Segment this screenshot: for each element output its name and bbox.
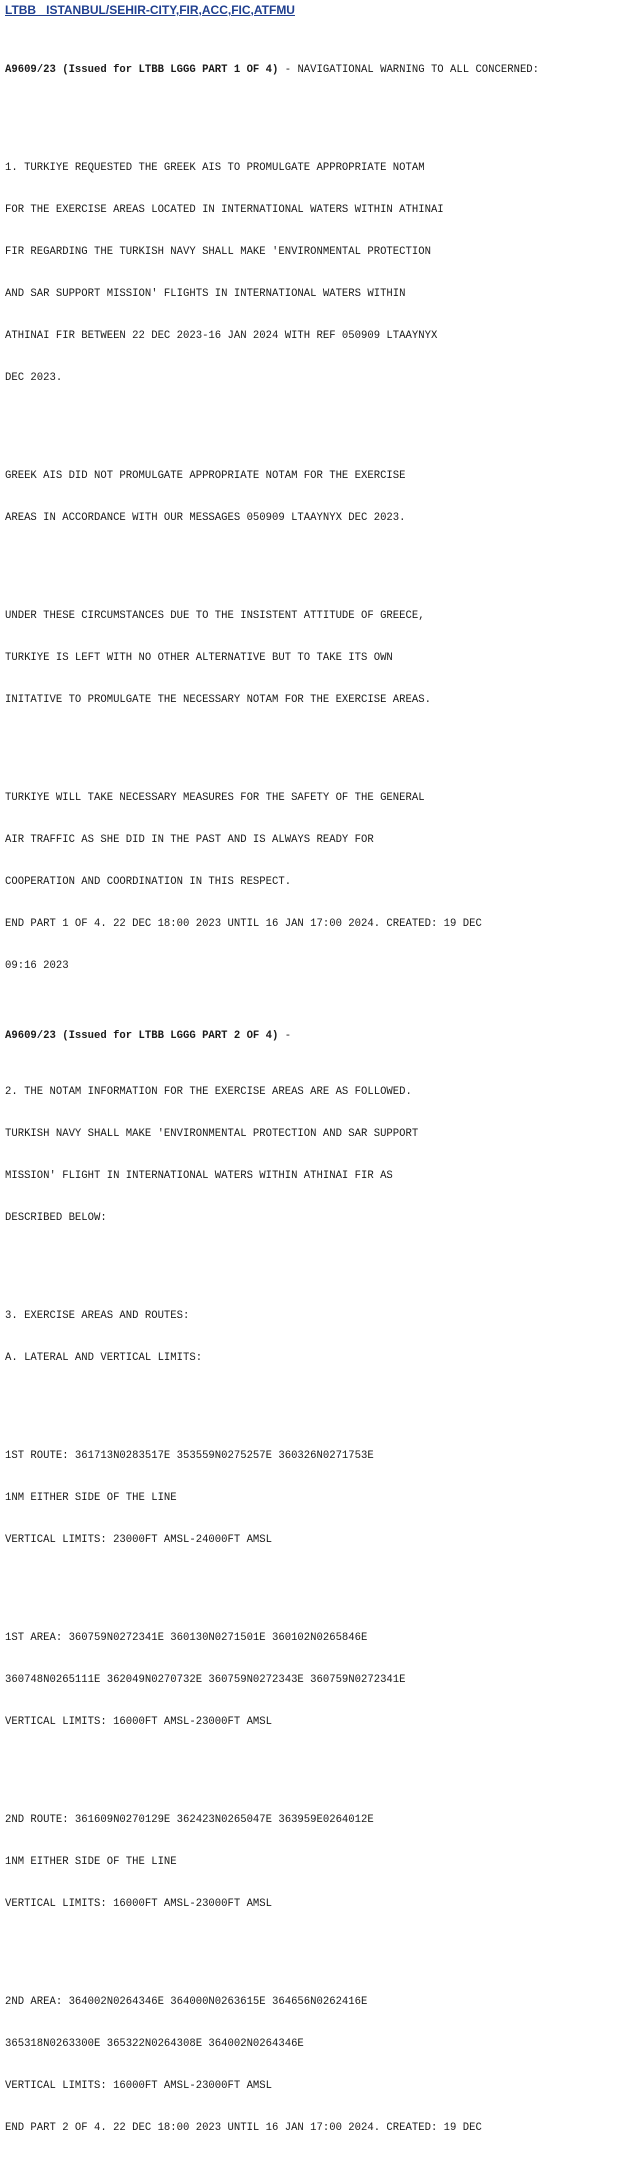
text-line: FIR REGARDING THE TURKISH NAVY SHALL MAKE 'ENVIRONMENTAL PROTECTION — [5, 246, 431, 258]
blank-line — [5, 1393, 620, 1407]
notam-title-line — [5, 1029, 620, 1043]
blank-line — [5, 553, 620, 567]
text-line: MISSION' FLIGHT IN INTERNATIONAL WATERS WITHIN ATHINAI FIR AS — [5, 1170, 393, 1182]
blank-line — [5, 1575, 620, 1589]
text-line: TURKIYE IS LEFT WITH NO OTHER ALTERNATIVE BUT TO TAKE ITS OWN — [5, 652, 393, 664]
area-line: VERTICAL LIMITS: 16000FT AMSL-23000FT AMSL — [5, 1716, 273, 1728]
text-line: 1. TURKIYE REQUESTED THE GREEK AIS TO PROMULGATE APPROPRIATE NOTAM — [5, 162, 425, 174]
route-line: VERTICAL LIMITS: 23000FT AMSL-24000FT AMSL — [5, 1534, 273, 1546]
notam-part-1 — [5, 35, 620, 1001]
blank-line — [5, 735, 620, 749]
notam-title-suffix: - — [278, 1030, 292, 1042]
text-line: FOR THE EXERCISE AREAS LOCATED IN INTERNATIONAL WATERS WITHIN ATHINAI — [5, 204, 444, 216]
validity-line: END PART 1 OF 4. 22 DEC 18:00 2023 UNTIL 16 JAN 17:00 2024. CREATED: 19 DEC — [5, 918, 482, 930]
blank-line — [5, 1757, 620, 1771]
text-line: AREAS IN ACCORDANCE WITH OUR MESSAGES 050909 LTAAYNYX DEC 2023. — [5, 512, 406, 524]
area-line: 365318N0263300E 365322N0264308E 364002N0264346E — [5, 2038, 304, 2050]
text-line: INITATIVE TO PROMULGATE THE NECESSARY NOTAM FOR THE EXERCISE AREAS. — [5, 694, 431, 706]
text-line: A. LATERAL AND VERTICAL LIMITS: — [5, 1352, 203, 1364]
text-line: AND SAR SUPPORT MISSION' FLIGHTS IN INTERNATIONAL WATERS WITHIN — [5, 288, 406, 300]
text-line: GREEK AIS DID NOT PROMULGATE APPROPRIATE NOTAM FOR THE EXERCISE — [5, 470, 406, 482]
text-line: AIR TRAFFIC AS SHE DID IN THE PAST AND IS ALWAYS READY FOR — [5, 834, 374, 846]
route-line: VERTICAL LIMITS: 16000FT AMSL-23000FT AMSL — [5, 1898, 273, 1910]
area-line: 360748N0265111E 362049N0270732E 360759N0272343E 360759N0272341E — [5, 1674, 406, 1686]
blank-line — [5, 1253, 620, 1267]
text-line: ATHINAI FIR BETWEEN 22 DEC 2023-16 JAN 2024 WITH REF 050909 LTAAYNYX — [5, 330, 438, 342]
route-line: 1NM EITHER SIDE OF THE LINE — [5, 1856, 177, 1868]
blank-line — [5, 413, 620, 427]
area-line: 1ST AREA: 360759N0272341E 360130N0271501E 360102N0265846E — [5, 1632, 368, 1644]
notam-part-2 — [5, 1001, 620, 2163]
route-line: 1NM EITHER SIDE OF THE LINE — [5, 1492, 177, 1504]
notam-page — [5, 0, 620, 2163]
text-line: 3. EXERCISE AREAS AND ROUTES: — [5, 1310, 190, 1322]
notam-title: A9609/23 (Issued for LTBB LGGG PART 2 OF 4) — [5, 1030, 279, 1042]
text-line: TURKISH NAVY SHALL MAKE 'ENVIRONMENTAL PROTECTION AND SAR SUPPORT — [5, 1128, 419, 1140]
text-line: TURKIYE WILL TAKE NECESSARY MEASURES FOR THE SAFETY OF THE GENERAL — [5, 792, 425, 804]
area-line: 2ND AREA: 364002N0264346E 364000N0263615E 364656N0262416E — [5, 1996, 368, 2008]
created-line: 09:16 2023 — [5, 960, 69, 972]
blank-line — [5, 1939, 620, 1953]
validity-line: END PART 2 OF 4. 22 DEC 18:00 2023 UNTIL 16 JAN 17:00 2024. CREATED: 19 DEC — [5, 2122, 482, 2134]
text-line: COOPERATION AND COORDINATION IN THIS RESPECT. — [5, 876, 292, 888]
notam-title-line — [5, 63, 620, 77]
fir-header-link[interactable]: LTBB ISTANBUL/SEHIR-CITY,FIR,ACC,FIC,ATFMU — [5, 3, 295, 17]
text-line: UNDER THESE CIRCUMSTANCES DUE TO THE INSISTENT ATTITUDE OF GREECE, — [5, 610, 425, 622]
route-line: 1ST ROUTE: 361713N0283517E 353559N0275257E 360326N0271753E — [5, 1450, 374, 1462]
text-line: DEC 2023. — [5, 372, 63, 384]
route-line: 2ND ROUTE: 361609N0270129E 362423N0265047E 363959E0264012E — [5, 1814, 374, 1826]
area-line: VERTICAL LIMITS: 16000FT AMSL-23000FT AMSL — [5, 2080, 273, 2092]
text-line: 2. THE NOTAM INFORMATION FOR THE EXERCISE AREAS ARE AS FOLLOWED. — [5, 1086, 412, 1098]
notam-title: A9609/23 (Issued for LTBB LGGG PART 1 OF 4) — [5, 64, 279, 76]
notam-title-suffix: - NAVIGATIONAL WARNING TO ALL CONCERNED: — [278, 64, 540, 76]
blank-line — [5, 105, 620, 119]
text-line: DESCRIBED BELOW: — [5, 1212, 107, 1224]
